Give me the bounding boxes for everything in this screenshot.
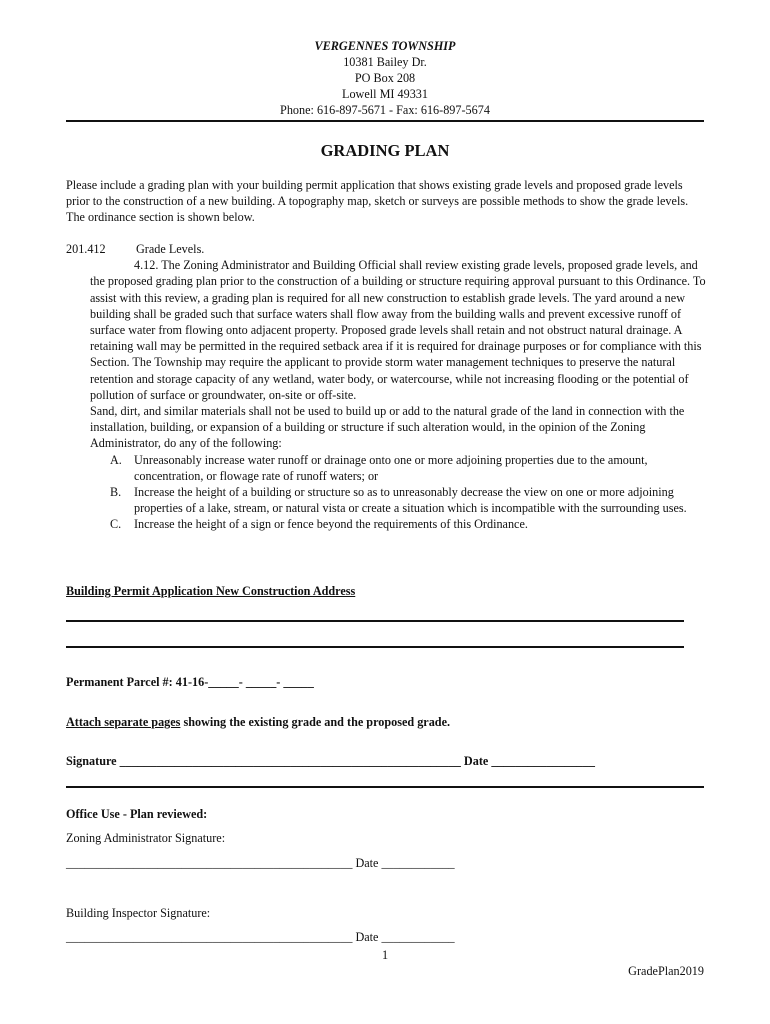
- attach-rest: showing the existing grade and the proposed grade.: [180, 715, 451, 729]
- attach-instructions: [66, 714, 706, 730]
- list-letter: C.: [110, 517, 122, 532]
- header-divider: [66, 120, 704, 122]
- address-city: Lowell MI 49331: [342, 87, 428, 101]
- phone-fax: Phone: 616-897-5671 - Fax: 616-897-5674: [280, 103, 490, 117]
- section-title: Grade Levels.: [136, 242, 205, 256]
- address-line-1: 10381 Bailey Dr.: [343, 55, 427, 69]
- building-inspector-label: Building Inspector Signature:: [66, 906, 211, 920]
- zoning-admin-date-field[interactable]: Date ____________: [355, 856, 455, 870]
- office-divider: [66, 786, 704, 788]
- list-item: [110, 452, 706, 484]
- letterhead: [66, 38, 704, 118]
- signature-row: [66, 753, 706, 769]
- address-label: Building Permit Application New Construction Address: [66, 584, 356, 598]
- date-label: Date: [463, 754, 489, 768]
- list-text: Increase the height of a sign or fence beyond the requirements of this Ordinance.: [134, 517, 528, 532]
- zoning-admin-signature-row: [66, 855, 455, 871]
- building-inspector-signature-field[interactable]: _______________________________________________: [66, 930, 353, 944]
- signature-label: Signature: [66, 754, 117, 768]
- zoning-admin-label: Zoning Administrator Signature:: [66, 831, 226, 845]
- date-field[interactable]: _________________: [491, 754, 595, 768]
- list-letter: A.: [110, 452, 122, 467]
- document-id: GradePlan2019: [628, 964, 704, 978]
- list-text: Increase the height of a building or structure so as to unreasonably decrease the view on one or more adjoining properties of a lake, stream, or natural vista or create a situation which is incompatible with the surrounding uses.: [134, 485, 687, 516]
- section-number: 201.412: [66, 242, 106, 256]
- page-title: GRADING PLAN: [320, 141, 450, 160]
- page-number: 1: [381, 948, 389, 962]
- list-item: [110, 516, 706, 532]
- zoning-admin-signature-field[interactable]: _______________________________________________: [66, 856, 353, 870]
- list-item: [110, 484, 706, 516]
- address-line-1-field[interactable]: [66, 620, 684, 622]
- section-heading: [66, 241, 706, 257]
- section-paragraph-2: Sand, dirt, and similar materials shall not be used to build up or add to the natural grade of the land in connection with the installation, building, or expansion of a building or structure if such alteration would, in the opinion of the Zoning Administrator, do any of the following:: [90, 404, 685, 451]
- section-paragraph-1: 4.12. The Zoning Administrator and Building Official shall review existing grade levels, proposed grade levels, and the proposed grading plan prior to the construction of a building or structure requiring approval pursuant to this Ordinance. To assist with this review, a grading plan is required for all new construction to establish grade levels. The yard around a new building shall be graded such that surface waters shall flow away from the building walls and prevent excessive runoff of surface water from flowing onto adjacent property. Proposed grade levels shall retain and not obstruct natural drainage. A retaining wall may be permitted in the required setback area if it is required for drainage purposes or for compliance with this Section. The Township may require the applicant to provide storm water management techniques to preserve the natural retention and storage capacity of any wetland, water body, or watercourse, while not increasing flooding or the potential of pollution of surface or groundwater, on-site or off-site.: [90, 258, 706, 402]
- conditions-list: [90, 452, 706, 533]
- address-line-2: PO Box 208: [354, 71, 416, 85]
- building-inspector-date-field[interactable]: Date ____________: [355, 930, 455, 944]
- list-letter: B.: [110, 485, 122, 500]
- township-name: VERGENNES TOWNSHIP: [314, 39, 456, 53]
- signature-field[interactable]: ________________________________________________________: [119, 754, 461, 768]
- intro-paragraph: Please include a grading plan with your building permit application that shows existing grade levels and proposed grade levels prior to the construction of a new building. A topography map, sketch or surveys are possible methods to show the grade levels. The ordinance section is shown below.: [66, 178, 689, 225]
- address-line-2-field[interactable]: [66, 646, 684, 648]
- attach-underlined: Attach separate pages: [66, 715, 181, 729]
- section-body: [66, 257, 706, 532]
- list-text: Unreasonably increase water runoff or drainage onto one or more adjoining properties due to the amount, concentration, or flowage rate of runoff waters; or: [134, 452, 648, 483]
- office-use-heading: Office Use - Plan reviewed:: [66, 807, 208, 821]
- building-inspector-signature-row: [66, 929, 455, 945]
- parcel-number-field[interactable]: Permanent Parcel #: 41-16-_____- _____- _____: [66, 675, 314, 689]
- ordinance-section: [66, 241, 706, 533]
